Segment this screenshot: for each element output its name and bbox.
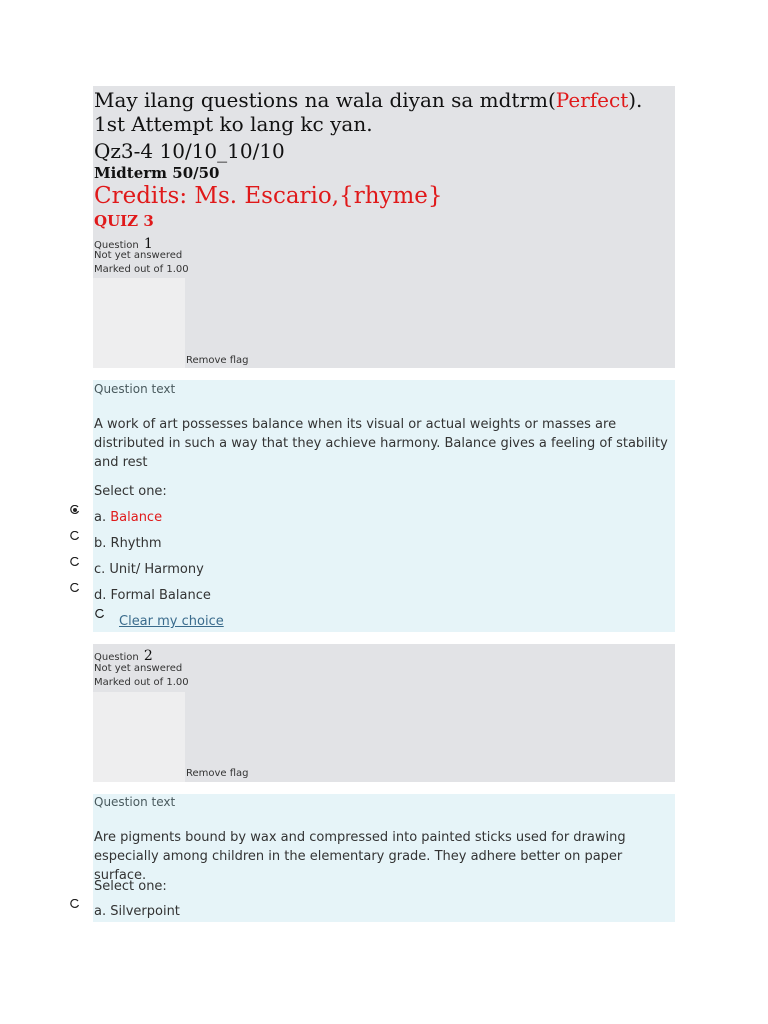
question-number: 2	[143, 648, 153, 664]
title-text: May ilang questions na wala diyan sa mdtrm(	[94, 88, 556, 112]
clear-my-choice-link[interactable]: Clear my choice	[119, 614, 224, 629]
option-a-label: Silverpoint	[110, 904, 180, 919]
quiz-score-line: Qz3-4 10/10_10/10	[94, 139, 285, 163]
option-prefix: a.	[94, 904, 111, 919]
flag-area	[93, 278, 185, 368]
option-a[interactable]	[94, 510, 162, 525]
question-2-number	[94, 645, 153, 664]
question-2-status: Not yet answered	[94, 663, 183, 674]
option-prefix: d.	[94, 588, 111, 603]
flag-area	[93, 692, 185, 782]
question-number: 1	[143, 236, 153, 252]
question-1-marks: Marked out of 1.00	[94, 264, 189, 275]
question-label: Question	[94, 652, 139, 663]
title-highlight: Perfect	[555, 88, 629, 112]
option-c[interactable]	[94, 562, 204, 577]
question-1-text: A work of art possesses balance when its visual or actual weights or masses are distributed in such a way that they achieve harmony. Balance gives a feeling of stability and rest	[94, 417, 668, 470]
page-title	[94, 88, 672, 136]
question-1-status: Not yet answered	[94, 250, 183, 261]
option-prefix: a.	[94, 510, 111, 525]
option-d-label: Formal Balance	[110, 588, 211, 603]
option-prefix: b.	[94, 536, 111, 551]
remove-flag-link[interactable]: Remove flag	[186, 355, 249, 366]
question-2-text: Are pigments bound by wax and compressed into painted sticks used for drawing especially among children in the elementary grade. They adhere better on paper surface.	[94, 830, 626, 883]
radio-clear-icon[interactable]	[95, 609, 105, 619]
question-text-label: Question text	[94, 382, 176, 396]
remove-flag-link[interactable]: Remove flag	[186, 768, 249, 779]
option-d[interactable]	[94, 588, 211, 603]
radio-option-d[interactable]	[70, 583, 80, 593]
radio-option-a[interactable]	[70, 505, 80, 515]
select-one-label: Select one:	[94, 484, 167, 499]
option-b-label: Rhythm	[110, 536, 162, 551]
option-prefix: c.	[94, 562, 110, 577]
credits-line: Credits: Ms. Escario,{rhyme}	[94, 183, 443, 209]
option-b[interactable]	[94, 536, 162, 551]
radio-option-a[interactable]	[70, 899, 80, 909]
option-a[interactable]	[94, 904, 180, 919]
option-a-label: Balance	[110, 510, 163, 525]
option-c-label: Unit/ Harmony	[109, 562, 204, 577]
question-2-marks: Marked out of 1.00	[94, 677, 189, 688]
radio-option-b[interactable]	[70, 531, 80, 541]
question-label: Question	[94, 240, 139, 251]
question-text-label: Question text	[94, 795, 176, 809]
radio-option-c[interactable]	[70, 557, 80, 567]
title-text-end: ). 1st Attempt ko lang kc yan.	[94, 88, 643, 136]
quiz-heading: QUIZ 3	[94, 212, 154, 230]
midterm-score: Midterm 50/50	[94, 164, 220, 182]
select-one-label: Select one:	[94, 879, 167, 894]
